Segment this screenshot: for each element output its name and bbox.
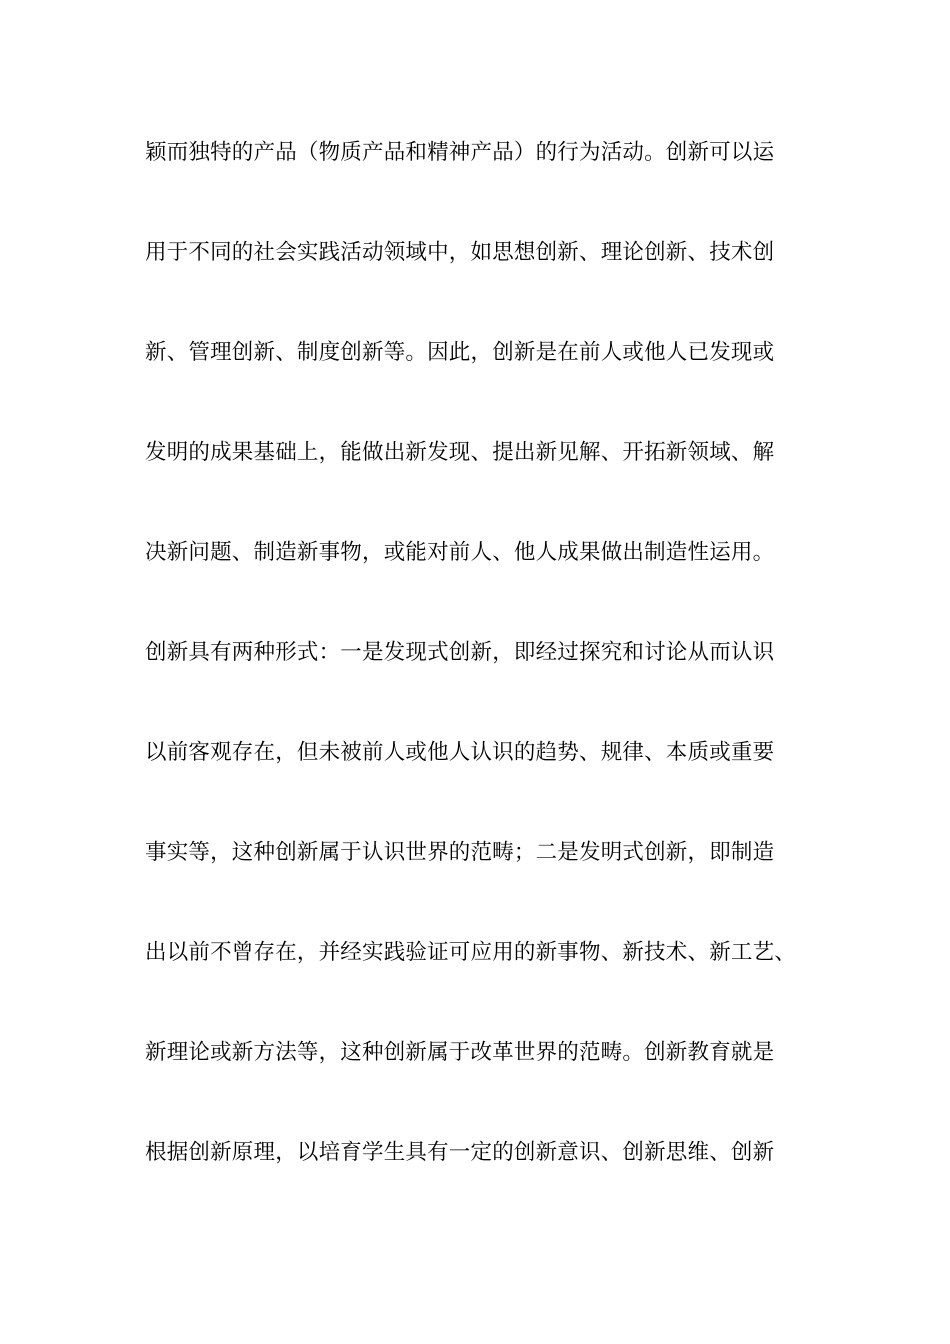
text-line: 事实等，这种创新属于认识世界的范畴；二是发明式创新，即制造 xyxy=(145,840,775,865)
text-line: 用于不同的社会实践活动领域中，如思想创新、理论创新、技术创 xyxy=(145,240,775,265)
text-line: 颖而独特的产品（物质产品和精神产品）的行为活动。创新可以运 xyxy=(145,140,775,165)
text-line: 新、管理创新、制度创新等。因此，创新是在前人或他人已发现或 xyxy=(145,340,775,365)
body-text xyxy=(145,130,825,1230)
text-line: 新理论或新方法等，这种创新属于改革世界的范畴。创新教育就是 xyxy=(145,1040,775,1065)
text-line: 以前客观存在，但未被前人或他人认识的趋势、规律、本质或重要 xyxy=(145,740,775,765)
text-line: 创新具有两种形式：一是发现式创新，即经过探究和讨论从而认识 xyxy=(145,640,775,665)
text-line: 出以前不曾存在，并经实践验证可应用的新事物、新技术、新工艺、 xyxy=(145,940,797,965)
text-line: 发明的成果基础上，能做出新发现、提出新见解、开拓新领域、解 xyxy=(145,440,775,465)
text-line: 决新问题、制造新事物，或能对前人、他人成果做出制造性运用。 xyxy=(145,540,775,565)
text-line: 根据创新原理，以培育学生具有一定的创新意识、创新思维、创新 xyxy=(145,1140,775,1165)
